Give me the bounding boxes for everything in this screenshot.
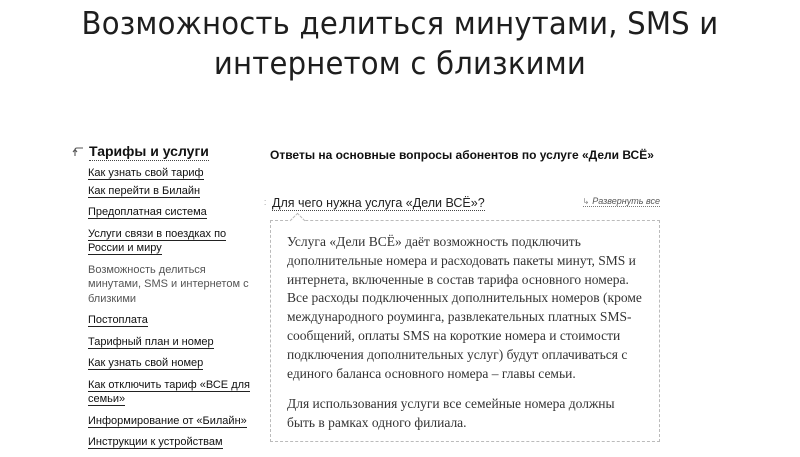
sidebar-item <box>88 205 260 220</box>
sidebar-item <box>88 166 260 181</box>
sidebar-item <box>88 435 260 450</box>
sidebar-item <box>88 184 260 199</box>
faq-heading: Ответы на основные вопросы абонентов по услуге «Дели ВСЁ» <box>270 148 654 162</box>
sidebar-item-switch-to-beeline[interactable]: Как перейти в Билайн <box>88 184 201 197</box>
sidebar-item-notifications[interactable]: Информирование от «Билайн» <box>88 414 247 427</box>
sidebar-item <box>88 313 260 328</box>
sidebar-list <box>88 166 260 450</box>
faq-question-row <box>264 194 660 212</box>
faq-answer-paragraph-2: Для использования услуги все семейные номера должны быть в рамках одного филиала. <box>287 396 615 431</box>
page-title-line-1: Возможность делиться минутами, SMS и <box>81 6 719 42</box>
sidebar-item <box>88 227 260 256</box>
expand-all-link[interactable] <box>583 196 660 207</box>
sidebar-item-how-to-find-tariff[interactable]: Как узнать свой тариф <box>88 167 204 179</box>
faq-section <box>264 148 670 431</box>
faq-answer <box>270 220 660 442</box>
sidebar-item <box>88 335 260 350</box>
faq-question-toggle[interactable]: Для чего нужна услуга «Дели ВСЁ»? <box>272 195 485 210</box>
sidebar-item <box>88 378 260 407</box>
sidebar-title-link[interactable]: Тарифы и услуги <box>89 143 209 159</box>
sidebar-item-find-number[interactable]: Как узнать свой номер <box>88 357 204 369</box>
sidebar-header <box>70 141 260 163</box>
sidebar-item-device-instructions[interactable]: Инструкции к устройствам <box>88 436 223 448</box>
sidebar-item <box>88 414 260 429</box>
expand-all-label: Развернуть все <box>592 196 660 206</box>
sidebar-item-prepaid[interactable]: Предоплатная система <box>88 206 207 218</box>
faq-answer-paragraph-1: Услуга «Дели ВСЁ» даёт возможность подключить дополнительные номера и расходовать пакеты минут, SMS и интернета, включенные в состав тарифа основного номера. Все расходы подключенных дополнительных номеров (кроме международного роуминга, развлекательных платных SMS-сообщений, оплаты SMS на короткие номера и стоимости подключения дополнительных услуг) будут оплачиваться с единого баланса основного номера – главы семьи. <box>287 234 642 381</box>
sidebar-item-disable-family-tariff[interactable]: Как отключить тариф «ВСЕ для семьи» <box>88 378 250 405</box>
back-arrow-icon[interactable] <box>70 144 86 160</box>
sidebar-item-postpaid[interactable]: Постоплата <box>88 314 148 326</box>
sidebar <box>70 141 260 457</box>
expand-arrow-icon: ↳ <box>582 197 590 206</box>
sidebar-item-tariff-and-number[interactable]: Тарифный план и номер <box>88 335 214 348</box>
page-title <box>24 4 776 84</box>
sidebar-item <box>88 356 260 371</box>
sidebar-item-travel[interactable]: Услуги связи в поездках по России и миру <box>88 227 227 254</box>
page-title-line-2: интернетом с близкими <box>213 46 587 82</box>
sidebar-item-current: Возможность делиться минутами, SMS и интернетом с близкими <box>88 263 249 305</box>
dots-icon: ⁚ <box>264 199 267 207</box>
